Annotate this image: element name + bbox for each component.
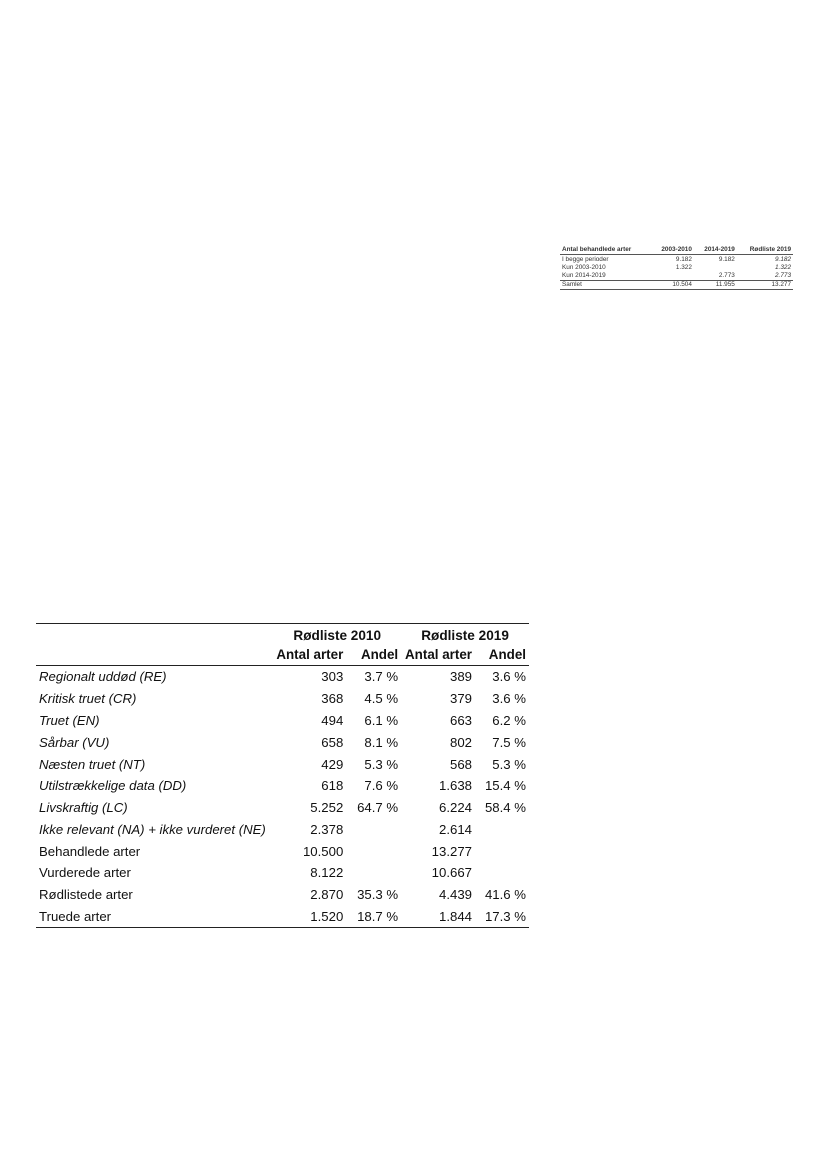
count-2019: 13.277 [431, 843, 472, 859]
share-2010: 7.6 % [364, 778, 399, 794]
table-row [560, 263, 793, 271]
share-2010 [346, 840, 401, 862]
cell-value: 10.504 [651, 280, 694, 289]
count-2010: 618 [321, 778, 344, 794]
table-row [36, 731, 529, 753]
header-2014-2019: 2014-2019 [694, 245, 737, 255]
table-row-total [560, 280, 793, 289]
table-row [36, 710, 529, 732]
row-label: I begge perioder [562, 255, 609, 263]
row-label: Ikke relevant (NA) + ikke vurderet (NE) [39, 821, 266, 837]
cell-value: 9.182 [675, 255, 692, 263]
share-2010: 35.3 % [357, 887, 399, 903]
count-2019: 1.844 [401, 906, 475, 928]
table-row [36, 840, 529, 862]
share-2019: 3.6 % [492, 691, 526, 707]
count-2019: 10.667 [431, 865, 472, 881]
share-2010: 64.7 % [357, 800, 399, 816]
group-header-row [36, 624, 529, 646]
row-label: Sårbar (VU) [39, 734, 110, 750]
table-row [36, 753, 529, 775]
table-row [36, 688, 529, 710]
species-count-table [560, 245, 793, 290]
table-row [36, 862, 529, 884]
row-label: Truet (EN) [39, 712, 100, 728]
share-2019: 5.3 % [492, 756, 526, 772]
cell-value: 9.182 [718, 255, 735, 263]
count-2010: 658 [321, 734, 344, 750]
share-2019: 6.2 % [492, 712, 526, 728]
table-row [560, 255, 793, 264]
row-label: Rødlistede arter [39, 887, 133, 903]
header-blank [36, 624, 273, 646]
header-andel-2010: Andel [346, 645, 401, 666]
row-label: Næsten truet (NT) [39, 756, 146, 772]
count-2010: 494 [321, 712, 344, 728]
cell-value: 2.773 [718, 271, 735, 279]
header-label: Antal behandlede arter [560, 245, 651, 255]
count-2010: 8.122 [310, 865, 344, 881]
cell-value: 1.322 [775, 263, 791, 271]
row-label: Truede arter [36, 906, 273, 928]
row-label: Samlet [560, 280, 651, 289]
share-2010: 4.5 % [364, 691, 399, 707]
header-rodliste-2019: Rødliste 2019 [401, 624, 529, 646]
cell-value: 13.277 [737, 280, 793, 289]
share-2010: 8.1 % [364, 734, 399, 750]
share-2010: 5.3 % [364, 756, 399, 772]
row-label: Utilstrækkelige data (DD) [39, 778, 187, 794]
share-2010: 3.7 % [364, 669, 399, 685]
share-2010: 18.7 % [346, 906, 401, 928]
cell-value [651, 271, 694, 280]
share-2019: 58.4 % [484, 800, 526, 816]
row-label: Kritisk truet (CR) [39, 691, 137, 707]
row-label: Kun 2014-2019 [562, 271, 606, 279]
share-2019 [475, 840, 529, 862]
count-2019: 379 [449, 691, 472, 707]
row-label: Livskraftig (LC) [39, 800, 128, 816]
count-2010: 5.252 [310, 800, 344, 816]
count-2019: 802 [449, 734, 472, 750]
share-2010 [346, 862, 401, 884]
table-row [560, 271, 793, 280]
count-2019: 568 [449, 756, 472, 772]
count-2019: 389 [449, 669, 472, 685]
share-2019: 17.3 % [475, 906, 529, 928]
count-2019: 4.439 [438, 887, 472, 903]
redlist-comparison-table [36, 623, 529, 928]
cell-value: 11.955 [694, 280, 737, 289]
share-2019: 41.6 % [484, 887, 526, 903]
header-2003-2010: 2003-2010 [651, 245, 694, 255]
count-2010: 303 [321, 669, 344, 685]
table-row [36, 666, 529, 688]
table-row [36, 906, 529, 928]
count-2010: 1.520 [273, 906, 346, 928]
table-row [36, 884, 529, 906]
count-2010: 2.378 [310, 821, 344, 837]
share-2019: 3.6 % [492, 669, 526, 685]
header-rodliste-2019: Rødliste 2019 [737, 245, 793, 255]
share-2019 [475, 818, 529, 840]
table-row [36, 818, 529, 840]
header-antal-arter-2010: Antal arter [273, 645, 346, 666]
share-2019: 7.5 % [492, 734, 526, 750]
count-2019: 2.614 [438, 821, 472, 837]
count-2010: 10.500 [302, 843, 344, 859]
row-label: Kun 2003-2010 [562, 263, 606, 271]
header-antal-arter-2019: Antal arter [401, 645, 475, 666]
table-row [36, 775, 529, 797]
share-2010 [346, 818, 401, 840]
header-rodliste-2010: Rødliste 2010 [273, 624, 401, 646]
header-andel-2019: Andel [475, 645, 529, 666]
count-2010: 2.870 [310, 887, 344, 903]
row-label: Vurderede arter [39, 865, 131, 881]
row-label: Regionalt uddød (RE) [39, 669, 167, 685]
count-2019: 6.224 [438, 800, 472, 816]
sub-header-row [36, 645, 529, 666]
cell-value [694, 263, 737, 271]
share-2019 [475, 862, 529, 884]
count-2010: 429 [321, 756, 344, 772]
share-2019: 15.4 % [484, 778, 526, 794]
row-label: Behandlede arter [39, 843, 141, 859]
cell-value: 2.773 [775, 271, 791, 279]
header-blank [36, 645, 273, 666]
count-2019: 1.638 [438, 778, 472, 794]
count-2010: 368 [321, 691, 344, 707]
cell-value: 1.322 [675, 263, 692, 271]
cell-value: 9.182 [775, 255, 791, 263]
count-2019: 663 [449, 712, 472, 728]
table-row [36, 797, 529, 819]
small-table-header-row [560, 245, 793, 255]
share-2010: 6.1 % [364, 712, 399, 728]
